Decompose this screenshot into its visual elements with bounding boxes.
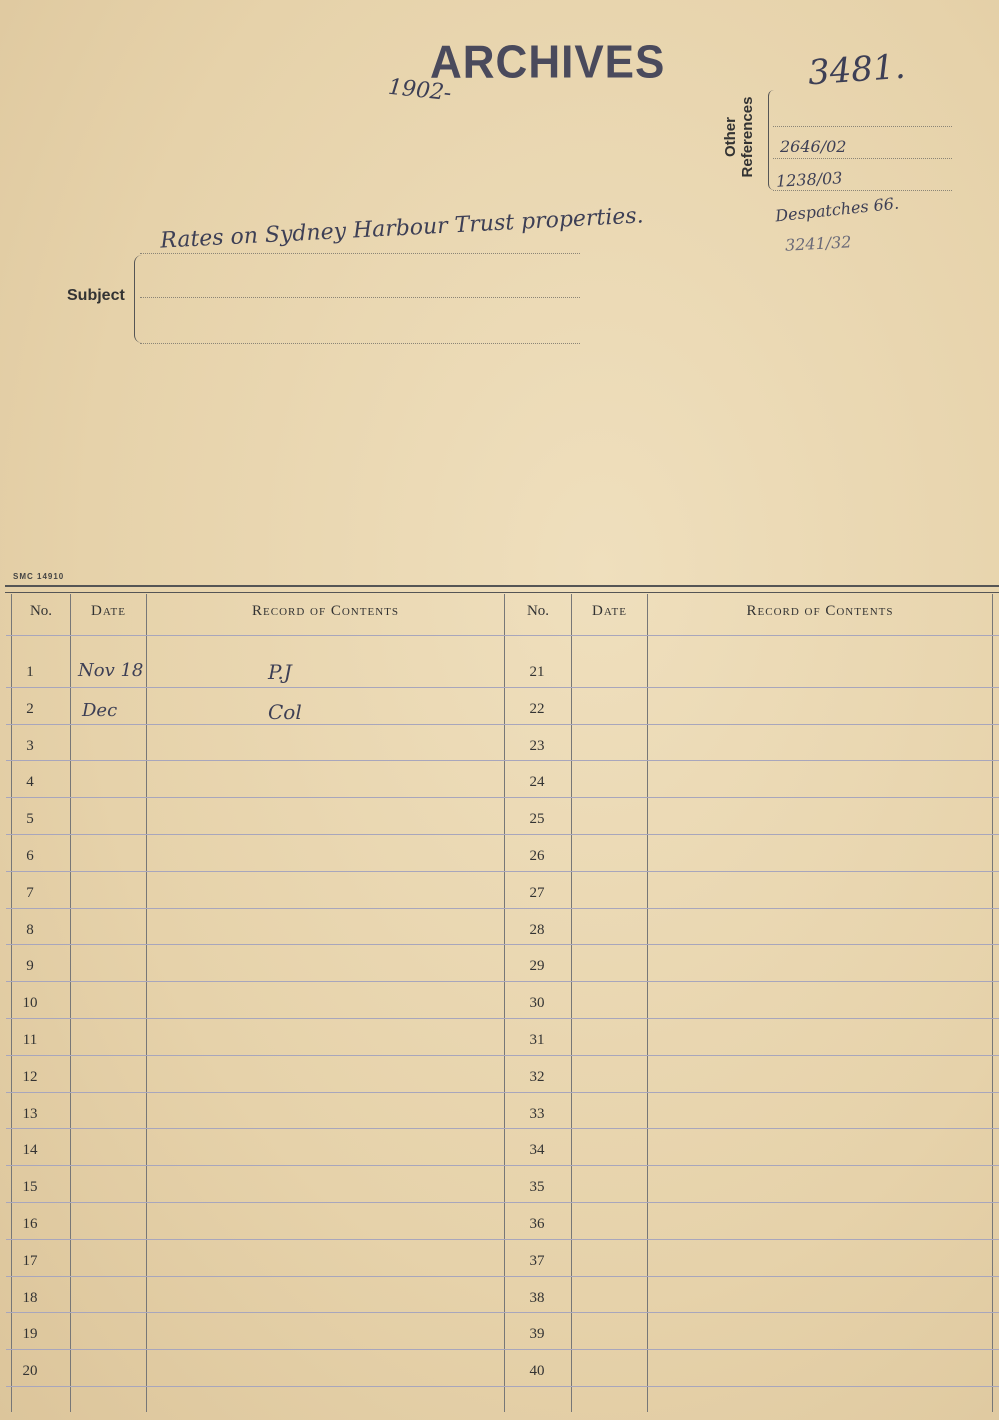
subject-line xyxy=(140,253,580,254)
header-date: Date xyxy=(91,603,126,619)
row-number-right: 26 xyxy=(529,848,545,864)
row-rule xyxy=(6,1128,999,1129)
row-number-left: 15 xyxy=(22,1179,38,1196)
reference-4: 3241/32 xyxy=(784,232,852,255)
row-number-right: 30 xyxy=(529,995,545,1012)
row-number-left: 9 xyxy=(26,958,34,975)
row-number-left: 6 xyxy=(26,848,34,864)
row-number-right: 24 xyxy=(529,774,545,791)
row-number-left: 16 xyxy=(22,1216,38,1232)
other-references-label: Other References xyxy=(722,96,756,178)
row-number-left: 14 xyxy=(22,1142,38,1159)
row-number-left: 13 xyxy=(22,1105,38,1122)
row-number-right: 37 xyxy=(529,1252,545,1269)
header-no: No. xyxy=(526,603,550,619)
subject-handwriting: Rates on Sydney Harbour Trust properties. xyxy=(159,203,645,254)
reference-3: Despatches 66. xyxy=(774,193,900,226)
subject-label: Subject xyxy=(67,287,125,304)
row-rule xyxy=(6,944,999,945)
row-number-left: 4 xyxy=(26,774,34,791)
row-number-right: 29 xyxy=(529,958,545,975)
row-rule xyxy=(6,1386,999,1387)
header-record-of-contents: Record of Contents xyxy=(252,603,399,619)
header-date: Date xyxy=(592,603,627,619)
header-no: No. xyxy=(29,603,53,619)
row-number-left: 20 xyxy=(22,1363,38,1380)
row-number-right: 39 xyxy=(529,1326,545,1343)
column-divider xyxy=(504,594,505,1412)
row-number-right: 28 xyxy=(529,921,545,938)
table-top-rule xyxy=(5,592,999,593)
row-number-right: 32 xyxy=(529,1068,545,1085)
row-rule xyxy=(6,687,999,688)
subject-brace xyxy=(134,255,149,343)
row-rule xyxy=(6,1239,999,1240)
row-rule xyxy=(6,1349,999,1350)
row-number-right: 40 xyxy=(529,1363,545,1380)
row-rule xyxy=(6,1312,999,1313)
row-number-right: 25 xyxy=(529,811,545,828)
row-rule xyxy=(6,797,999,798)
header-record-of-contents: Record of Contents xyxy=(746,603,894,619)
row-number-left: 3 xyxy=(26,737,34,754)
row-number-right: 38 xyxy=(529,1289,545,1306)
row-number-left: 2 xyxy=(26,700,34,717)
row-number-left: 1 xyxy=(26,664,34,680)
row-number-right: 33 xyxy=(529,1105,545,1122)
row-number-left: 12 xyxy=(22,1068,38,1085)
year-annotation: 1902- xyxy=(386,74,453,107)
row-number-right: 27 xyxy=(529,884,545,901)
row-rule xyxy=(6,1276,999,1277)
row-rule xyxy=(6,871,999,872)
row-number-left: 18 xyxy=(22,1289,38,1306)
row-rule xyxy=(6,1018,999,1019)
column-divider xyxy=(146,594,147,1412)
column-divider xyxy=(647,594,648,1412)
row-rule xyxy=(6,908,999,909)
column-divider xyxy=(70,594,71,1412)
row-number-right: 36 xyxy=(529,1216,545,1232)
row-number-right: 31 xyxy=(529,1032,545,1048)
row-number-left: 11 xyxy=(22,1032,38,1048)
entry-2-date: Dec xyxy=(82,700,118,721)
row-number-left: 8 xyxy=(26,921,34,938)
entry-2-contents: Col xyxy=(268,700,302,724)
row-rule xyxy=(6,760,999,761)
file-number: 3481. xyxy=(806,46,907,94)
entry-1-contents: P.J xyxy=(268,660,292,684)
row-number-right: 23 xyxy=(529,737,545,754)
row-number-left: 17 xyxy=(22,1252,38,1269)
entry-1-date: Nov 18 xyxy=(78,660,144,681)
form-code: SMC 14910 xyxy=(13,572,65,581)
row-number-right: 21 xyxy=(529,664,545,680)
row-number-left: 5 xyxy=(26,811,34,828)
reference-1: 2646/02 xyxy=(780,137,847,156)
reference-2: 1238/03 xyxy=(775,168,843,191)
row-rule xyxy=(6,1202,999,1203)
row-rule xyxy=(6,1165,999,1166)
subject-line xyxy=(140,297,580,298)
row-rule xyxy=(6,635,999,636)
row-number-right: 34 xyxy=(529,1142,545,1159)
row-rule xyxy=(6,1092,999,1093)
row-number-left: 7 xyxy=(26,884,34,901)
row-rule xyxy=(6,834,999,835)
row-number-left: 10 xyxy=(22,995,38,1012)
subject-line xyxy=(140,343,580,344)
table-top-rule xyxy=(5,585,999,587)
row-number-right: 22 xyxy=(529,700,545,717)
row-number-left: 19 xyxy=(22,1326,38,1343)
column-divider xyxy=(992,594,993,1412)
row-rule xyxy=(6,981,999,982)
row-rule xyxy=(6,1055,999,1056)
row-rule xyxy=(6,724,999,725)
column-divider xyxy=(571,594,572,1412)
archives-stamp: ARCHIVES xyxy=(430,36,666,89)
row-number-right: 35 xyxy=(529,1179,545,1196)
